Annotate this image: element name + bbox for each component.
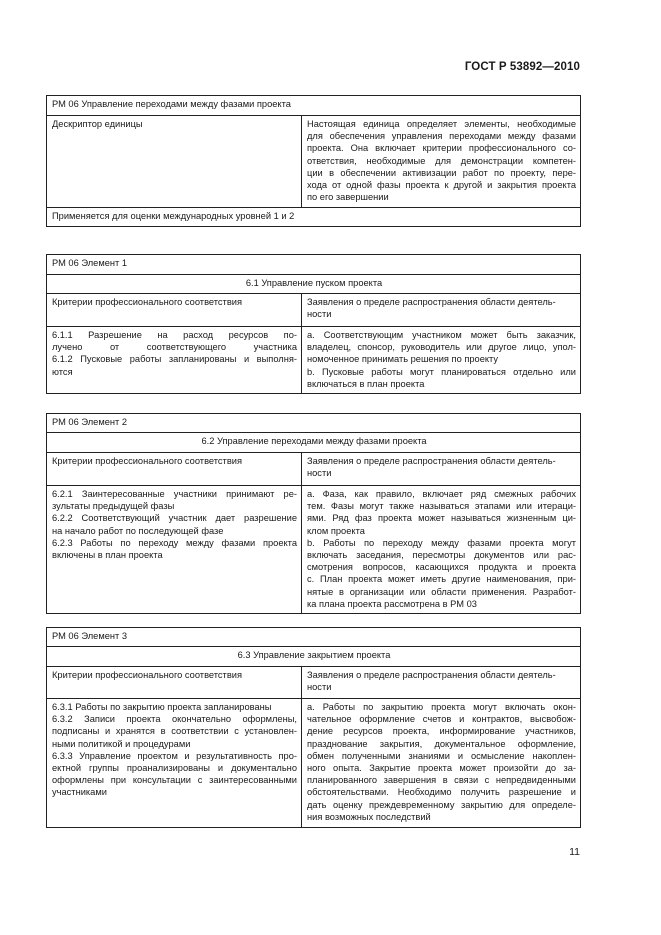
element-3-title: РМ 06 Элемент 3 (47, 628, 581, 647)
descriptor-label: Дескриптор единицы (47, 116, 302, 208)
element-1-title: РМ 06 Элемент 1 (47, 255, 581, 275)
descriptor-text: Настоящая единица определяет элементы, необходимые для обеспечения управления переходами между фазами проекта. Она включает критерии профессионального со- ответствия, необходимые для демонстрации компетен- ции в обеспечении активизации работ по проекту, пере- хода от одной фазы проекта к другой и закрытия проекта по его завершении (302, 116, 581, 208)
element-2-section: 6.2 Управление переходами между фазами проекта (47, 433, 581, 453)
element-2-criteria: 6.2.1 Заинтересованные участники принимают ре- зультаты предыдущей фазы 6.2.2 Соответствующий участник дает разрешение на начало работ по последующей фазе 6.2.3 Работы по переходу между фазами проекта включены в план проекта (47, 486, 302, 614)
element-3-criteria: 6.3.1 Работы по закрытию проекта запланированы 6.3.2 Записи проекта окончательно оформлены, подписаны и хранятся в соответствии с установлен- ными политикой и процедурами 6.3.3 Управление проектом и результативность про- ектной группы проанализированы и документально оформлены при консультации с заинтересованными участниками (47, 699, 302, 828)
element-2-col-right: Заявления о пределе распространения области деятель- ности (302, 453, 581, 486)
standard-number: ГОСТ Р 53892—2010 (464, 61, 580, 73)
element-3-table (46, 627, 581, 828)
element-1-table (46, 254, 581, 394)
element-3-col-left: Критерии профессионального соответствия (47, 667, 302, 699)
element-1-col-left: Критерии профессионального соответствия (47, 294, 302, 327)
element-1-criteria: 6.1.1 Разрешение на расход ресурсов по- лучено от соответствующего участника 6.1.2 Пусковые работы запланированы и выполня- ются (47, 327, 302, 394)
element-3-col-right: Заявления о пределе распространения области деятель- ности (302, 667, 581, 699)
element-2-table (46, 413, 581, 614)
applies-note: Применяется для оценки международных уровней 1 и 2 (47, 208, 581, 227)
element-1-section: 6.1 Управление пуском проекта (47, 275, 581, 294)
element-1-statements: a. Соответствующим участником может быть заказчик, владелец, спонсор, руководитель или другое лицо, упол- номоченное принимать решения по проекту b. Пусковые работы могут планироваться отдельно или включаться в план проекта (302, 327, 581, 394)
element-3-statements: a. Работы по закрытию проекта могут включать окон- чательное оформление счетов и контрактов, высвобож- дение ресурсов проекта, информирование участников, празднование закрытия, документальное оформление, обмен полученными знаниями и осмысление накоплен- ного опыта. Закрытие проекта может произойти до за- планированного завершения в связи с непредвиденными обстоятельствами. Необходимо получить разрешение и дать оценку преждевременному закрытию для определе- ния возможных последствий (302, 699, 581, 828)
unit-descriptor-table (46, 95, 581, 227)
unit-title: РМ 06 Управление переходами между фазами проекта (47, 96, 581, 116)
element-1-col-right: Заявления о пределе распространения области деятель- ности (302, 294, 581, 327)
element-2-col-left: Критерии профессионального соответствия (47, 453, 302, 486)
element-3-section: 6.3 Управление закрытием проекта (47, 647, 581, 667)
element-2-statements: a. Фаза, как правило, включает ряд смежных рабочих тем. Фазы могут также называться этапами или итераци- ями. Ряд фаз проекта может называться жизненным ци- клом проекта b. Работы по переходу между фазами проекта могут включать заседания, пересмотры документов или рас- смотрения вопросов, касающихся продукта и проекта c. План проекта может иметь другие наименования, при- нятые в организации или области применения. Разработ- ка плана проекта рассмотрена в РМ 03 (302, 486, 581, 614)
element-2-title: РМ 06 Элемент 2 (47, 414, 581, 433)
page-number: 11 (569, 846, 580, 858)
